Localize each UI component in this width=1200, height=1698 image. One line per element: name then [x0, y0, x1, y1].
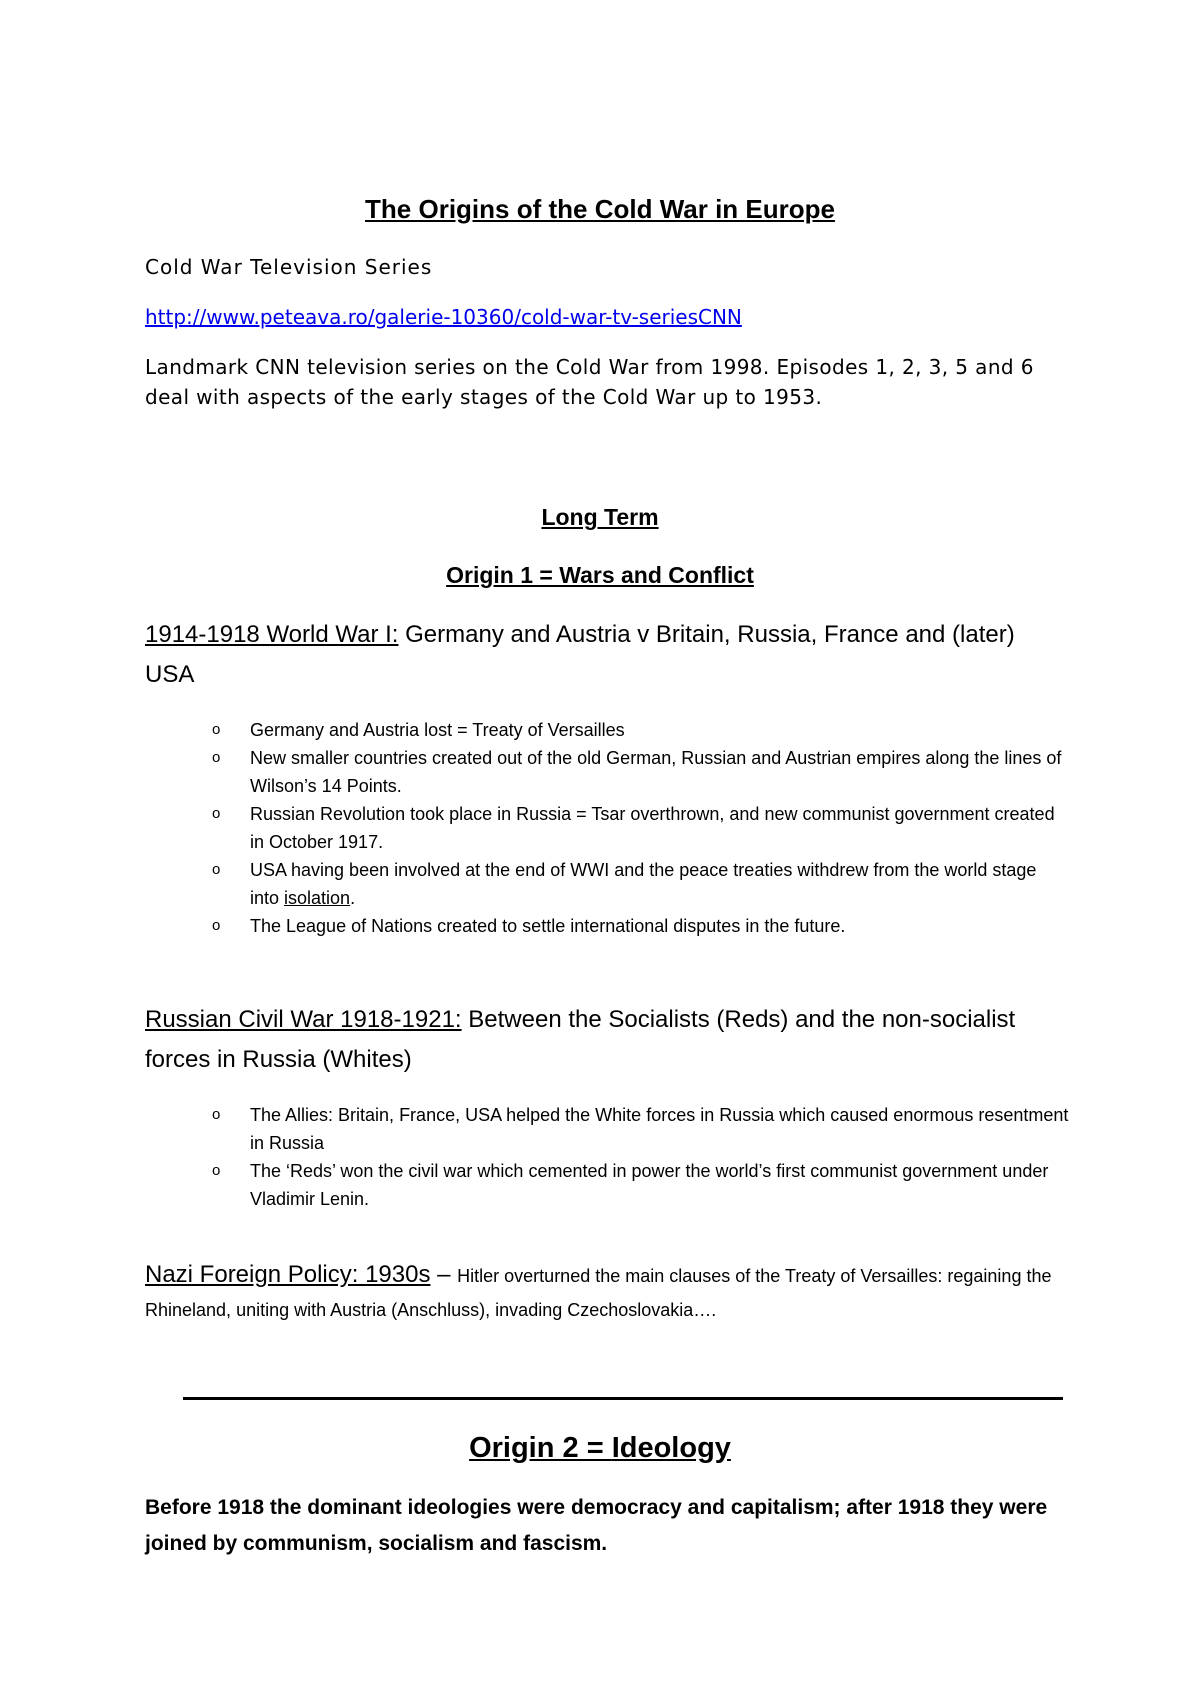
list-item: o The Allies: Britain, France, USA helped the White forces in Russia which caused enormous resentment in Russia [250, 1101, 1070, 1157]
wwi-label: 1914-1918 World War I: [145, 621, 399, 648]
civil-war-heading [145, 1000, 1065, 1080]
origin2-heading [0, 1428, 1200, 1468]
nazi-text: Hitler overturned the main clauses of the Treaty of Versailles: regaining the Rhineland, uniting with Austria (Anschluss), invading Czechoslovakia…. [145, 1266, 1052, 1320]
bullet-marker: o [212, 917, 221, 934]
tv-series-description: Landmark CNN television series on the Cold War from 1998. Episodes 1, 2, 3, 5 and 6 deal with aspects of the early stages of the Cold War up to 1953. [145, 355, 1034, 409]
bullet-marker: o [212, 749, 221, 766]
long-term-heading: Long Term [541, 504, 659, 530]
civil-war-label: Russian Civil War 1918-1921: [145, 1006, 462, 1033]
list-item: o Germany and Austria lost = Treaty of Versailles [250, 716, 1070, 744]
origin2-label: Origin 2 = [469, 1432, 612, 1464]
bullet-marker: o [212, 861, 221, 878]
nazi-label: Nazi Foreign Policy: 1930s [145, 1261, 431, 1288]
wwi-text: Germany and Austria v Britain, Russia, France and (later) USA [145, 621, 1015, 688]
ideology-paragraph: Before 1918 the dominant ideologies were democracy and capitalism; after 1918 they were joined by communism, socialism and fascism. [145, 1496, 1048, 1555]
wwi-bullet-list [212, 716, 1070, 940]
civil-war-text: Between the Socialists (Reds) and the non-socialist forces in Russia (Whites) [145, 1006, 1016, 1073]
bullet-marker: o [212, 1106, 221, 1123]
list-item: o New smaller countries created out of the old German, Russian and Austrian empires along the lines of Wilson’s 14 Points. [250, 744, 1070, 800]
isolation-term: isolation [284, 888, 351, 908]
page-title: The Origins of the Cold War in Europe [365, 194, 835, 224]
list-item: o The League of Nations created to settle international disputes in the future. [250, 912, 1070, 940]
tv-series-heading: Cold War Television Series [145, 255, 433, 279]
wwi-heading [145, 615, 1065, 695]
tv-series-link[interactable]: http://www.peteava.ro/galerie-10360/cold-war-tv-seriesCNN [145, 305, 742, 329]
civil-war-bullet-list [212, 1101, 1070, 1213]
list-item: o USA having been involved at the end of WWI and the peace treaties withdrew from the world stage into isolation. [250, 856, 1070, 912]
horizontal-divider [183, 1397, 1063, 1400]
bullet-marker: o [212, 1162, 221, 1179]
origin1-heading: Origin 1 = Wars and Conflict [446, 562, 754, 588]
list-item: o The ‘Reds’ won the civil war which cemented in power the world’s first communist government under Vladimir Lenin. [250, 1157, 1070, 1213]
bullet-marker: o [212, 805, 221, 822]
origin2-ideology: Ideology [611, 1432, 731, 1464]
bullet-marker: o [212, 721, 221, 738]
list-item: o Russian Revolution took place in Russia = Tsar overthrown, and new communist government created in October 1917. [250, 800, 1070, 856]
nazi-foreign-policy-paragraph: Nazi Foreign Policy: 1930s – Hitler overturned the main clauses of the Treaty of Versailles: regaining the Rhineland, uniting with Austria (Anschluss), invading Czechoslovakia…. [145, 1261, 1052, 1320]
